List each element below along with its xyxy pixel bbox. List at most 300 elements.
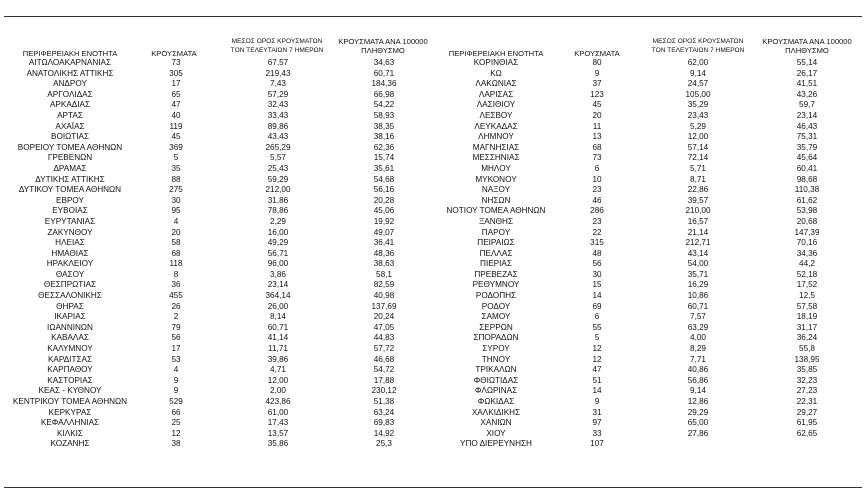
table-row [434,408,860,419]
region-cell: ΚΕΡΚΥΡΑΣ [48,407,92,417]
table-row [6,206,434,217]
avg-cell: 67,57 [267,58,289,67]
cases-cell: 13 [592,132,602,142]
table-row [434,249,860,260]
per100k-cell: 62,65 [796,428,818,438]
left-header-region [6,34,134,58]
table-row [434,132,860,143]
avg-cell: 26,00 [267,301,289,311]
region-cell: ΕΥΡΥΤΑΝΙΑΣ [44,216,96,226]
per100k-cell: 32,23 [796,375,818,385]
avg-cell: 5,71 [690,163,706,173]
per100k-cell: 46,68 [373,354,395,364]
cases-cell: 315 [590,238,604,248]
cases-cell: 30 [592,269,602,279]
cases-cell: 11 [592,121,602,131]
region-cell: ΗΜΑΘΙΑΣ [51,248,89,258]
cases-cell: 275 [169,185,183,195]
region-cell: ΤΗΝΟΥ [481,354,511,364]
table-row [6,153,434,164]
cases-cell: 22 [592,227,602,237]
header-region-label: ΠΕΡΙΦΕΡΕΙΑΚΗ ΕΝΟΤΗΤΑ [22,49,118,58]
avg-cell: 16,00 [267,227,289,237]
avg-cell: 8,14 [270,312,286,322]
cases-cell: 6 [594,312,600,322]
cases-cell: 31 [592,407,602,417]
avg-cell: 56,71 [267,248,289,258]
cases-cell: 8 [173,269,179,279]
region-cell: ΡΟΔΟΠΗΣ [475,291,517,301]
region-cell: ΦΩΚΙΔΑΣ [477,397,515,406]
per100k-cell: 61,62 [796,195,818,205]
right-table-body [434,58,860,450]
table-row [434,90,860,101]
avg-cell: 13,57 [267,428,289,438]
cases-cell: 17 [171,344,181,354]
cases-cell: 45 [171,132,181,142]
region-cell: ΛΕΣΒΟΥ [479,110,513,120]
region-cell: ΛΑΣΙΘΙΟΥ [476,100,516,110]
region-cell: ΒΟΙΩΤΙΑΣ [50,132,90,142]
table-row [434,270,860,281]
avg-cell: 210,00 [685,206,711,216]
region-cell: ΝΑΞΟΥ [481,185,511,195]
table-row [434,418,860,429]
per100k-cell: 54,68 [373,174,395,184]
per100k-cell: 19,92 [373,216,395,226]
avg-cell: 3,86 [270,269,286,279]
avg-cell: 41,14 [267,333,289,343]
region-cell: ΚΩ [490,68,502,78]
table-row [6,408,434,419]
cases-cell: 12 [592,344,602,354]
cases-cell: 9 [594,68,600,78]
table-row [6,100,434,111]
cases-cell: 55 [592,322,602,332]
table-row [434,386,860,397]
table-row [434,111,860,122]
header-per100k-line1: ΚΡΟΥΣΜΑΤΑ ΑΝΑ 100000 [762,37,852,46]
per100k-cell: 60,71 [373,68,395,78]
table-row [6,196,434,207]
avg-cell: 212,71 [685,238,711,248]
avg-cell: 364,14 [265,291,291,301]
cases-cell: 68 [171,248,181,258]
avg-cell: 9,14 [690,68,706,78]
per100k-cell: 66,98 [373,89,395,99]
cases-cell: 73 [592,153,602,163]
cases-cell: 53 [171,354,181,364]
per100k-cell: 27,23 [796,386,818,396]
cases-cell: 23 [592,216,602,226]
avg-cell: 12,86 [687,397,709,406]
cases-cell: 26 [171,301,181,311]
table-row [6,58,434,69]
avg-cell: 16,57 [687,216,709,226]
per100k-cell: 20,68 [796,216,818,226]
cases-cell: 48 [592,248,602,258]
region-cell: ΜΗΛΟΥ [481,163,511,173]
cases-cell: 455 [169,291,183,301]
per100k-cell: 44,2 [799,259,815,269]
table-row [6,79,434,90]
left-header-cases [140,34,208,58]
cases-cell: 38 [171,439,181,449]
header-per100k-line2: ΠΛΗΘΥΣΜΟ [785,46,829,55]
avg-cell: 2,29 [270,216,286,226]
avg-cell: 16,29 [687,280,709,290]
region-cell: ΣΕΡΡΩΝ [479,322,513,332]
header-avg-line1: ΜΕΣΟΣ ΟΡΟΣ ΚΡΟΥΣΜΑΤΩΝ [231,38,323,45]
region-cell: ΑΡΓΟΛΙΔΑΣ [47,89,93,99]
table-row [6,249,434,260]
per100k-cell: 44,83 [373,333,395,343]
per100k-cell: 38,63 [373,259,395,269]
table-row [6,397,434,408]
avg-cell: 57,29 [267,89,289,99]
avg-cell: 32,43 [267,100,289,110]
table-row [434,238,860,249]
header-per100k-line2: ΠΛΗΘΥΣΜΟ [361,46,405,55]
region-cell: ΕΒΡΟΥ [56,195,84,205]
per100k-cell: 82,59 [373,280,395,290]
avg-cell: 65,00 [687,418,709,428]
region-cell: ΘΗΡΑΣ [56,301,84,311]
avg-cell: 60,71 [267,322,289,332]
avg-cell: 40,86 [687,365,709,375]
cases-cell: 10 [592,174,602,184]
region-cell: ΑΡΤΑΣ [57,110,83,120]
avg-cell: 62,00 [687,58,709,67]
per100k-cell: 62,36 [373,142,395,152]
table-row [434,259,860,270]
region-cell: ΥΠΟ ΔΙΕΡΕΥΝΗΣΗ [460,439,532,449]
cases-cell: 79 [171,322,181,332]
region-cell: ΚΑΣΤΟΡΙΑΣ [47,375,93,385]
per100k-cell: 54,22 [373,100,395,110]
per100k-cell: 31,17 [796,322,818,332]
cases-cell: 305 [169,68,183,78]
cases-cell: 97 [592,418,602,428]
per100k-cell: 75,31 [796,132,818,142]
region-cell: ΚΟΖΑΝΗΣ [50,439,90,449]
right-header-per100k [752,34,862,58]
cases-cell: 118 [169,259,183,269]
region-cell: ΡΟΔΟΥ [481,301,511,311]
per100k-cell: 63,24 [373,407,395,417]
per100k-cell: 60,41 [796,163,818,173]
region-cell: ΒΟΡΕΙΟΥ ΤΟΜΕΑ ΑΘΗΝΩΝ [17,142,123,152]
table-row [6,302,434,313]
avg-cell: 4,71 [270,365,286,375]
table-row [6,143,434,154]
region-cell: ΛΑΚΩΝΙΑΣ [475,79,517,89]
cases-cell: 40 [171,110,181,120]
per100k-cell: 61,95 [796,418,818,428]
table-row [434,100,860,111]
per100k-cell: 34,63 [373,58,395,67]
region-cell: ΤΡΙΚΑΛΩΝ [475,365,517,375]
avg-cell: 4,00 [690,333,706,343]
per100k-cell: 56,16 [373,185,395,195]
per100k-cell: 20,28 [373,195,395,205]
cases-cell: 23 [592,185,602,195]
right-header-cases [564,34,630,58]
table-row [434,291,860,302]
avg-cell: 219,43 [265,68,291,78]
table-row [434,122,860,133]
table-row [434,185,860,196]
region-cell: ΗΛΕΙΑΣ [55,238,85,248]
table-row [434,312,860,323]
avg-cell: 57,14 [687,142,709,152]
per100k-cell: 58,1 [376,269,392,279]
per100k-cell: 35,79 [796,142,818,152]
avg-cell: 423,86 [265,397,291,406]
region-cell: ΚΙΛΚΙΣ [56,428,83,438]
cases-cell: 47 [171,100,181,110]
avg-cell: 21,14 [687,227,709,237]
avg-cell: 39,86 [267,354,289,364]
per100k-cell: 51,38 [373,397,395,406]
table-row [6,439,434,450]
avg-cell: 60,71 [687,301,709,311]
header-avg-line2: ΤΟΝ ΤΕΛΕΥΤΑΙΩΝ 7 ΗΜΕΡΩΝ [230,47,324,54]
cases-cell: 80 [592,58,602,67]
cases-cell: 369 [169,142,183,152]
region-cell: ΣΑΜΟΥ [481,312,511,322]
cases-cell: 5 [594,333,600,343]
region-cell: ΚΑΡΠΑΘΟΥ [47,365,93,375]
avg-cell: 78,86 [267,206,289,216]
avg-cell: 17,43 [267,418,289,428]
avg-cell: 29,29 [687,407,709,417]
table-row [434,365,860,376]
avg-cell: 25,43 [267,163,289,173]
per100k-cell: 47,05 [373,322,395,332]
region-cell: ΣΠΟΡΑΔΩΝ [473,333,519,343]
region-cell: ΕΥΒΟΙΑΣ [52,206,88,216]
cases-cell: 56 [592,259,602,269]
table-row [434,376,860,387]
cases-cell: 12 [171,428,181,438]
per100k-cell: 137,69 [371,301,397,311]
per100k-cell: 147,39 [794,227,820,237]
region-cell: ΔΡΑΜΑΣ [53,163,87,173]
per100k-cell: 22,31 [796,397,818,406]
avg-cell: 35,86 [267,439,289,449]
avg-cell: 72,14 [687,153,709,163]
region-cell: ΚΑΡΔΙΤΣΑΣ [47,354,93,364]
avg-cell: 89,86 [267,121,289,131]
per100k-cell: 46,43 [796,121,818,131]
region-cell: ΦΛΩΡΙΝΑΣ [474,386,518,396]
region-cell: ΗΡΑΚΛΕΙΟΥ [46,259,94,269]
region-cell: ΜΑΓΝΗΣΙΑΣ [472,142,520,152]
avg-cell: 11,71 [268,344,288,354]
header-region-label: ΠΕΡΙΦΕΡΕΙΑΚΗ ΕΝΟΤΗΤΑ [448,49,544,58]
avg-cell: 12,00 [267,375,289,385]
left-header-per100k [330,34,436,58]
avg-cell: 31,86 [267,195,289,205]
region-cell: ΡΕΘΥΜΝΟΥ [472,280,520,290]
table-row [434,439,860,450]
region-cell: ΚΑΛΥΜΝΟΥ [47,344,93,354]
cases-cell: 36 [171,280,181,290]
per100k-cell: 29,27 [796,407,818,417]
table-row [6,333,434,344]
avg-cell: 8,29 [690,344,706,354]
per100k-cell: 184,36 [371,79,397,89]
header-cases-label: ΚΡΟΥΣΜΑΤΑ [151,49,197,58]
cases-cell: 12 [592,354,602,364]
region-cell: ΦΘΙΩΤΙΔΑΣ [473,375,519,385]
avg-cell: 49,29 [267,238,289,248]
table-row [434,302,860,313]
cases-cell: 2 [173,312,179,322]
region-cell: ΜΥΚΟΝΟΥ [475,174,517,184]
cases-cell: 20 [171,227,181,237]
avg-cell: 59,29 [267,174,289,184]
region-cell: ΑΡΚΑΔΙΑΣ [49,100,91,110]
table-row [6,259,434,270]
per100k-cell: 38,16 [373,132,395,142]
cases-cell: 58 [171,238,181,248]
cases-cell: 88 [171,174,181,184]
table-row [434,323,860,334]
cases-cell: 5 [173,153,179,163]
cases-cell: 30 [171,195,181,205]
table-row [6,386,434,397]
region-cell: ΛΗΜΝΟΥ [478,132,514,142]
table-row [434,228,860,239]
per100k-cell: 20,24 [373,312,395,322]
per100k-cell: 38,35 [373,121,395,131]
per100k-cell: 69,83 [373,418,395,428]
right-header-avg [644,34,752,58]
header-avg-line1: ΜΕΣΟΣ ΟΡΟΣ ΚΡΟΥΣΜΑΤΩΝ [652,38,744,45]
table-row [6,185,434,196]
cases-cell: 65 [171,89,181,99]
table-row [6,365,434,376]
region-cell: ΜΕΣΣΗΝΙΑΣ [472,153,520,163]
per100k-cell: 25,3 [376,439,392,449]
table-row [434,333,860,344]
table-row [6,376,434,387]
table-row [434,397,860,408]
cases-cell: 529 [169,397,183,406]
avg-cell: 35,29 [687,100,709,110]
cases-cell: 9 [594,397,600,406]
avg-cell: 7,43 [270,79,286,89]
bottom-rule [4,487,862,488]
region-cell: ΑΧΑΪΑΣ [55,121,85,131]
cases-cell: 73 [171,58,181,67]
left-table-body [6,58,434,450]
table-row [434,280,860,291]
table-row [6,323,434,334]
avg-cell: 43,43 [267,132,289,142]
per100k-cell: 48,36 [373,248,395,258]
table-row [6,175,434,186]
right-header-region [434,34,558,58]
region-cell: ΑΝΑΤΟΛΙΚΗΣ ΑΤΤΙΚΗΣ [26,68,114,78]
table-row [434,175,860,186]
header-per100k-line1: ΚΡΟΥΣΜΑΤΑ ΑΝΑ 100000 [338,37,428,46]
cases-cell: 9 [173,375,179,385]
cases-cell: 33 [592,428,602,438]
region-cell: ΚΑΒΑΛΑΣ [51,333,89,343]
region-cell: ΘΕΣΠΡΩΤΙΑΣ [43,280,97,290]
per100k-cell: 54,72 [373,365,395,375]
cases-cell: 35 [171,163,181,173]
per100k-cell: 49,07 [373,227,395,237]
per100k-cell: 70,16 [796,238,818,248]
avg-cell: 10,86 [687,291,709,301]
cases-cell: 47 [592,365,602,375]
cases-cell: 15 [592,280,602,290]
cases-cell: 123 [590,89,604,99]
per100k-cell: 58,93 [373,110,395,120]
region-cell: ΚΟΡΙΝΘΙΑΣ [473,58,519,67]
per100k-cell: 26,17 [796,68,818,78]
avg-cell: 35,71 [687,269,709,279]
avg-cell: 7,57 [690,312,706,322]
cases-cell: 6 [594,163,600,173]
cases-cell: 14 [592,386,602,396]
header-avg-line2: ΤΟΝ ΤΕΛΕΥΤΑΙΩΝ 7 ΗΜΕΡΩΝ [651,47,745,54]
table-row [6,111,434,122]
region-cell: ΚΕΑΣ - ΚΥΘΝΟΥ [38,386,102,396]
top-rule [4,16,862,17]
table-row [434,196,860,207]
avg-cell: 5,29 [690,121,706,131]
region-cell: ΠΙΕΡΙΑΣ [480,259,512,269]
avg-cell: 9,14 [690,386,706,396]
cases-cell: 56 [171,333,181,343]
avg-cell: 39,57 [687,195,709,205]
avg-cell: 2,00 [270,386,286,396]
table-row [434,143,860,154]
cases-cell: 17 [171,79,181,89]
cases-cell: 286 [590,206,604,216]
table-row [6,418,434,429]
region-cell: ΠΕΛΛΑΣ [479,248,513,258]
region-cell: ΧΙΟΥ [486,428,506,438]
table-row [434,217,860,228]
region-cell: ΠΕΙΡΑΙΩΣ [477,238,515,248]
per100k-cell: 230,12 [371,386,397,396]
per100k-cell: 57,58 [796,301,818,311]
avg-cell: 105,00 [685,89,711,99]
table-row [434,164,860,175]
region-cell: ΔΥΤΙΚΗΣ ΑΤΤΙΚΗΣ [35,174,105,184]
per100k-cell: 35,85 [796,365,818,375]
per100k-cell: 110,38 [794,185,820,195]
table-row [6,270,434,281]
avg-cell: 12,00 [687,132,709,142]
region-cell: ΧΑΝΙΩΝ [480,418,512,428]
per100k-cell: 34,36 [796,248,818,258]
table-row [6,429,434,440]
region-cell: ΑΙΤΩΛΟΑΚΑΡΝΑΝΙΑΣ [28,58,112,67]
table-row [434,153,860,164]
table-row [6,228,434,239]
avg-cell: 56,86 [687,375,709,385]
table-row [6,344,434,355]
per100k-cell: 12,5 [799,291,815,301]
per100k-cell: 40,98 [373,291,395,301]
